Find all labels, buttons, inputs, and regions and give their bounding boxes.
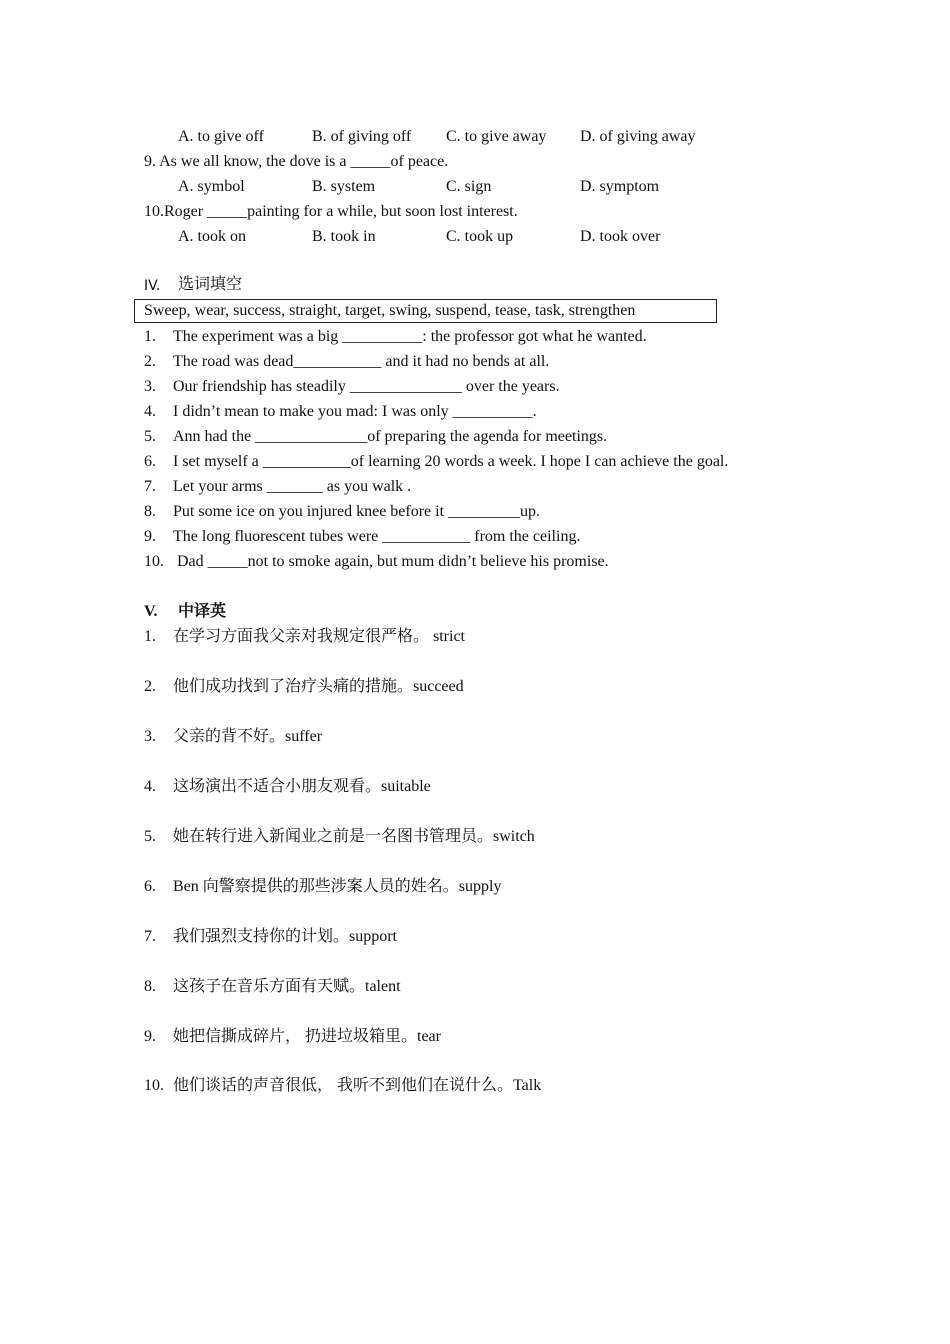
item-number: 5. (144, 828, 156, 845)
option-a: A. symbol (178, 178, 245, 195)
item-number: 2. (144, 678, 156, 695)
item-number: 4. (144, 778, 156, 795)
section-title: 中译英 (178, 603, 227, 620)
item-text: 这场演出不适合小朋友观看。suitable (173, 778, 431, 795)
section-title: 选词填空 (178, 276, 243, 293)
item-text: Our friendship has steadily ______________ over the years. (173, 378, 560, 395)
item-text: I didn’t mean to make you mad: I was only __________. (173, 403, 537, 420)
item-number: 1. (144, 628, 156, 645)
item-text: The long fluorescent tubes were ___________ from the ceiling. (173, 528, 581, 545)
item-number: 10. (144, 1077, 164, 1094)
item-text: 她把信撕成碎片， 扔进垃圾箱里。tear (173, 1028, 441, 1045)
item-text: I set myself a ___________of learning 20 words a week. I hope I can achieve the goal. (173, 453, 729, 470)
option-a: A. took on (178, 228, 246, 245)
item-text: Put some ice on you injured knee before it _________up. (173, 503, 541, 520)
item-number: 5. (144, 428, 156, 445)
item-number: 1. (144, 328, 156, 345)
item-text: Ben 向警察提供的那些涉案人员的姓名。supply (173, 878, 502, 895)
item-number: 9. (144, 528, 156, 545)
item-text: 这孩子在音乐方面有天赋。talent (173, 978, 401, 995)
item-text: 父亲的背不好。suffer (173, 728, 323, 745)
question-stem: 9. As we all know, the dove is a _____of peace. (144, 153, 449, 170)
item-number: 8. (144, 503, 156, 520)
item-number: 7. (144, 928, 156, 945)
item-number: 3. (144, 378, 156, 395)
item-number: 3. (144, 728, 156, 745)
question-stem: 10.Roger _____painting for a while, but soon lost interest. (144, 203, 518, 220)
option-c: C. took up (446, 228, 514, 245)
section-numeral: V. (144, 603, 158, 620)
item-text: 他们谈话的声音很低， 我听不到他们在说什么。Talk (173, 1077, 542, 1094)
item-text: Dad _____not to smoke again, but mum didn’t believe his promise. (173, 553, 609, 570)
item-number: 6. (144, 878, 156, 895)
item-number: 7. (144, 478, 156, 495)
item-number: 2. (144, 353, 156, 370)
option-d: D. of giving away (580, 128, 696, 145)
option-d: D. symptom (580, 178, 660, 195)
word-bank: Sweep, wear, success, straight, target, swing, suspend, tease, task, strengthen (144, 302, 636, 319)
item-text: 在学习方面我父亲对我规定很严格。 strict (173, 628, 465, 645)
option-b: B. took in (312, 228, 376, 245)
item-number: 10. (144, 553, 164, 570)
option-c: C. sign (446, 178, 492, 195)
item-number: 8. (144, 978, 156, 995)
word-bank-box (134, 299, 717, 323)
option-d: D. took over (580, 228, 661, 245)
item-text: 她在转行进入新闻业之前是一名图书管理员。switch (173, 828, 535, 845)
item-text: The road was dead___________ and it had no bends at all. (173, 353, 550, 370)
item-number: 6. (144, 453, 156, 470)
option-a: A. to give off (178, 128, 264, 145)
item-text: Ann had the ______________of preparing the agenda for meetings. (173, 428, 608, 445)
item-text: Let your arms _______ as you walk . (173, 478, 412, 495)
option-c: C. to give away (446, 128, 547, 145)
section-numeral: IV. (144, 278, 161, 294)
item-text: 他们成功找到了治疗头痛的措施。succeed (173, 678, 464, 695)
item-number: 9. (144, 1028, 156, 1045)
item-text: The experiment was a big __________: the professor got what he wanted. (173, 328, 647, 345)
option-b: B. system (312, 178, 376, 195)
item-text: 我们强烈支持你的计划。support (173, 928, 398, 945)
option-b: B. of giving off (312, 128, 412, 145)
item-number: 4. (144, 403, 156, 420)
